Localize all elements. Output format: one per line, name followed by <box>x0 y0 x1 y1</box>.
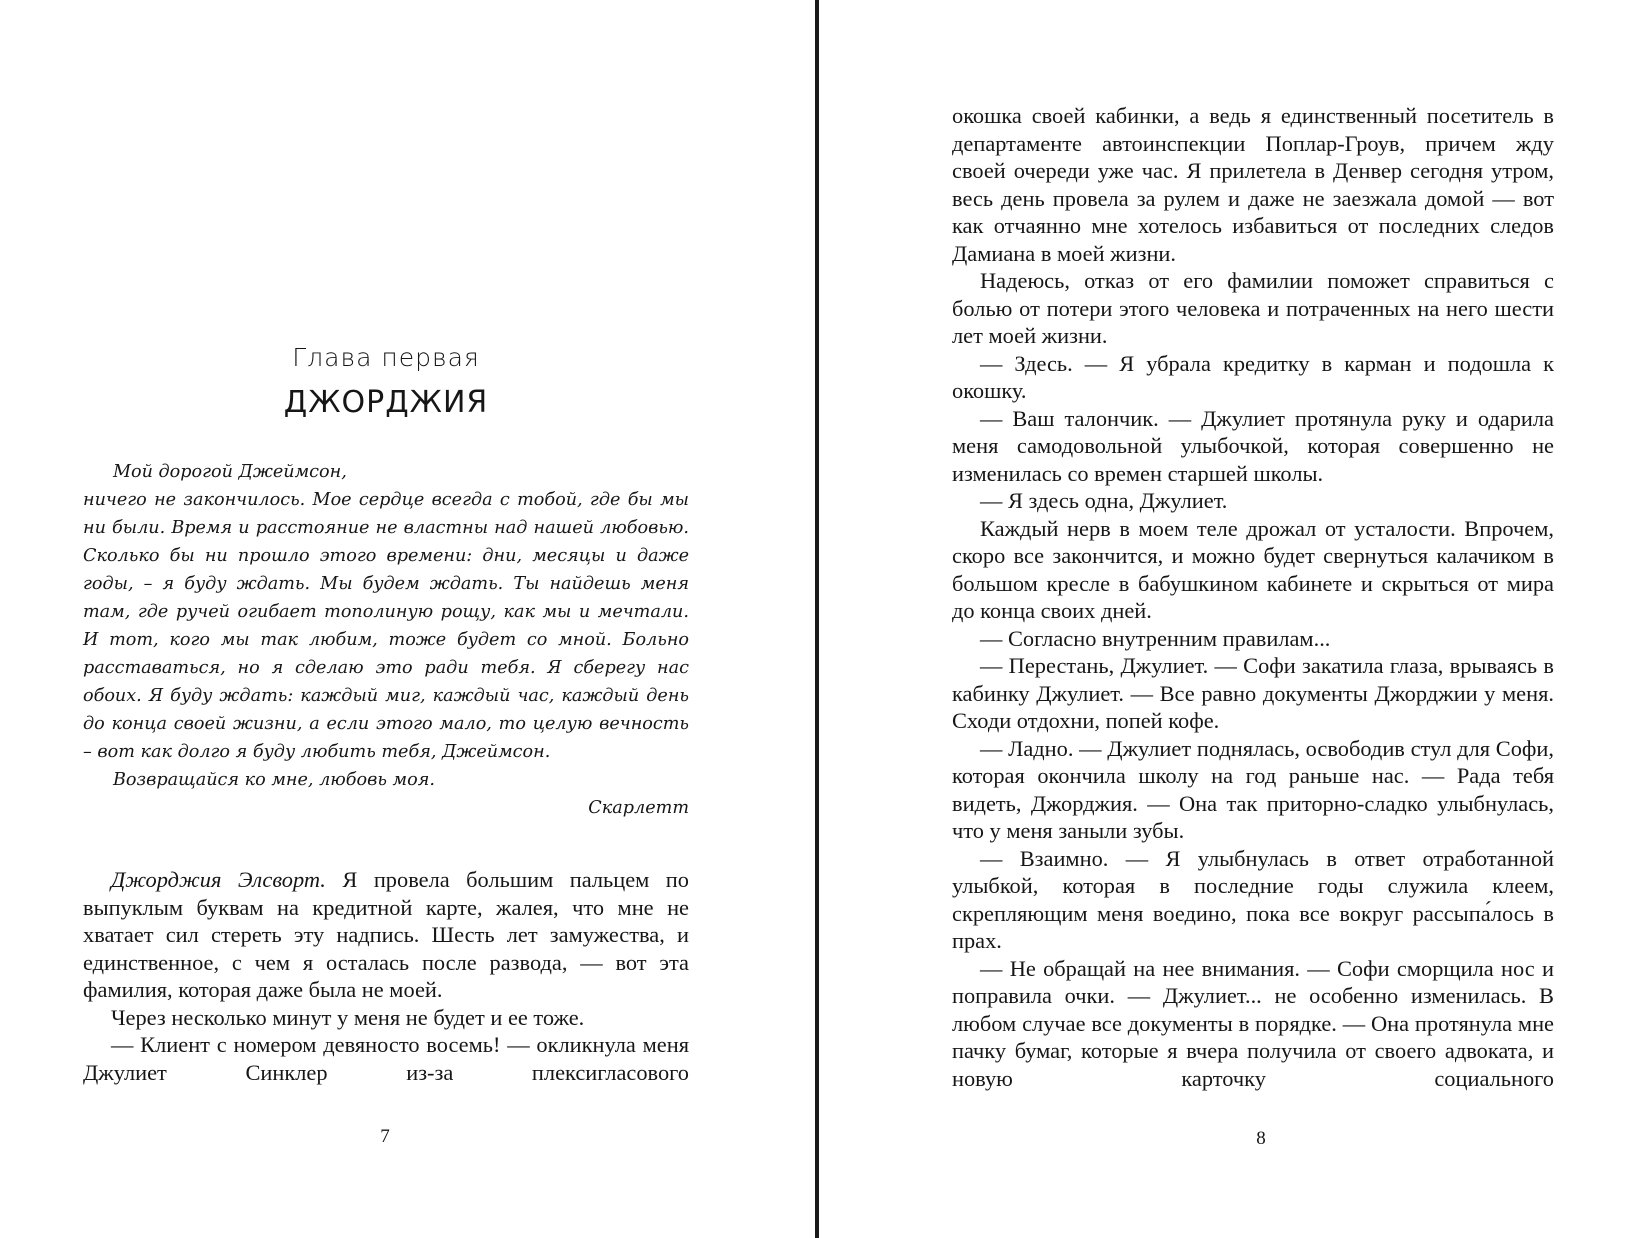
page-number: 7 <box>380 1126 390 1147</box>
chapter-name: ДЖОРДЖИЯ <box>283 385 489 420</box>
paragraph: — Я здесь одна, Джулиет. <box>980 488 1228 513</box>
page-number: 8 <box>1256 1128 1266 1149</box>
paragraph: Надеюсь, отказ от его фамилии поможет справиться с болью от потери этого человека и потраченных на него шести лет моей жизни. <box>952 268 1554 348</box>
paragraph: — Ладно. — Джулиет поднялась, освободив стул для Софи, которая окончила школу на год раньше нас. — Рада тебя видеть, Джорджия. — Она так приторно-сладко улыбнулась, что у меня заныли зубы. <box>952 735 1554 843</box>
paragraph-italic-lead: Джорджия Элсворт. <box>111 867 326 892</box>
paragraph: Каждый нерв в моем теле дрожал от усталости. Впрочем, скоро все закончится, и можно будет свернуться калачиком в большом кресле в бабушкином кабинете и скрыться от мира до конца своих дней. <box>952 515 1554 623</box>
left-page <box>0 0 815 1238</box>
right-page-body <box>952 102 1554 1092</box>
left-page-body <box>83 866 689 1086</box>
paragraph: — Согласно внутренним правилам... <box>980 625 1331 651</box>
paragraph: — Ваш талончик. — Джулиет протянула руку и одарила меня самодовольной улыбочкой, которая совершенно не изменилась со времен старшей школы. <box>952 405 1554 486</box>
right-page <box>819 0 1635 1238</box>
letter-greeting: Мой дорогой Джеймсон, <box>113 462 347 482</box>
paragraph: Через несколько минут у меня не будет и ее тоже. <box>111 1004 585 1030</box>
chapter-title: Глава первая <box>292 343 480 372</box>
paragraph: — Перестань, Джулиет. — Софи закатила глаза, врываясь в кабинку Джулиет. — Все равно документы Джорджии у меня. Сходи отдохни, попей кофе. <box>952 653 1554 733</box>
paragraph: окошка своей кабинки, а ведь я единственный посетитель в департаменте автоинспекции Поплар-Гроув, причем жду своей очереди уже час. Я прилетела в Денвер сегодня утром, весь день провела за рулем и даже не заезжала домой — вот как отчаянно мне хотелось избавиться от последних следов Дамиана в моей жизни. <box>952 103 1554 266</box>
paragraph: — Взаимно. — Я улыбнулась в ответ отработанной улыбкой, которая в последние годы служила клеем, скрепляющим меня воедино, пока все вокруг рассыпа́лось в прах. <box>952 845 1554 953</box>
letter-signature: Скарлетт <box>588 798 689 818</box>
paragraph: — Клиент с номером девяносто восемь! — окликнула меня Джулиет Синклер из-за плексигласового <box>83 1032 689 1085</box>
epigraph-letter <box>83 458 689 822</box>
paragraph-text: Я провела большим пальцем по выпуклым буквам на кредитной карте, жалея, что мне не хватает сил стереть эту надпись. Шесть лет замужества, и единственное, с чем я осталась после развода, — вот эта фамилия, которая даже была не моей. <box>83 867 689 1002</box>
letter-body: ничего не закончилось. Мое сердце всегда с тобой, где бы мы ни были. Время и расстояние не властны над нашей любовью. Сколько бы ни прошло этого времени: дни, месяцы и даже годы, – я буду ждать. Мы будем ждать. Ты найдешь меня там, где ручей огибает тополиную рощу, как мы и мечтали. И тот, кого мы так любим, тоже будет со мной. Больно расставаться, но я сделаю это ради тебя. Я сберегу нас обоих. Я буду ждать: каждый миг, каждый час, каждый день до конца своей жизни, а если этого мало, то целую вечность – вот как долго я буду любить тебя, Джеймсон. <box>83 490 689 762</box>
letter-closing: Возвращайся ко мне, любовь моя. <box>113 770 435 790</box>
paragraph: — Не обращай на нее внимания. — Софи сморщила нос и поправила очки. — Джулиет... не особенно изменилась. В любом случае все документы в порядке. — Она протянула мне пачку бумаг, которые я вчера получила от своего адвоката, и новую карточку социального <box>952 955 1554 1091</box>
paragraph: — Здесь. — Я убрала кредитку в карман и подошла к окошку. <box>952 350 1554 403</box>
paragraph <box>83 866 689 1004</box>
